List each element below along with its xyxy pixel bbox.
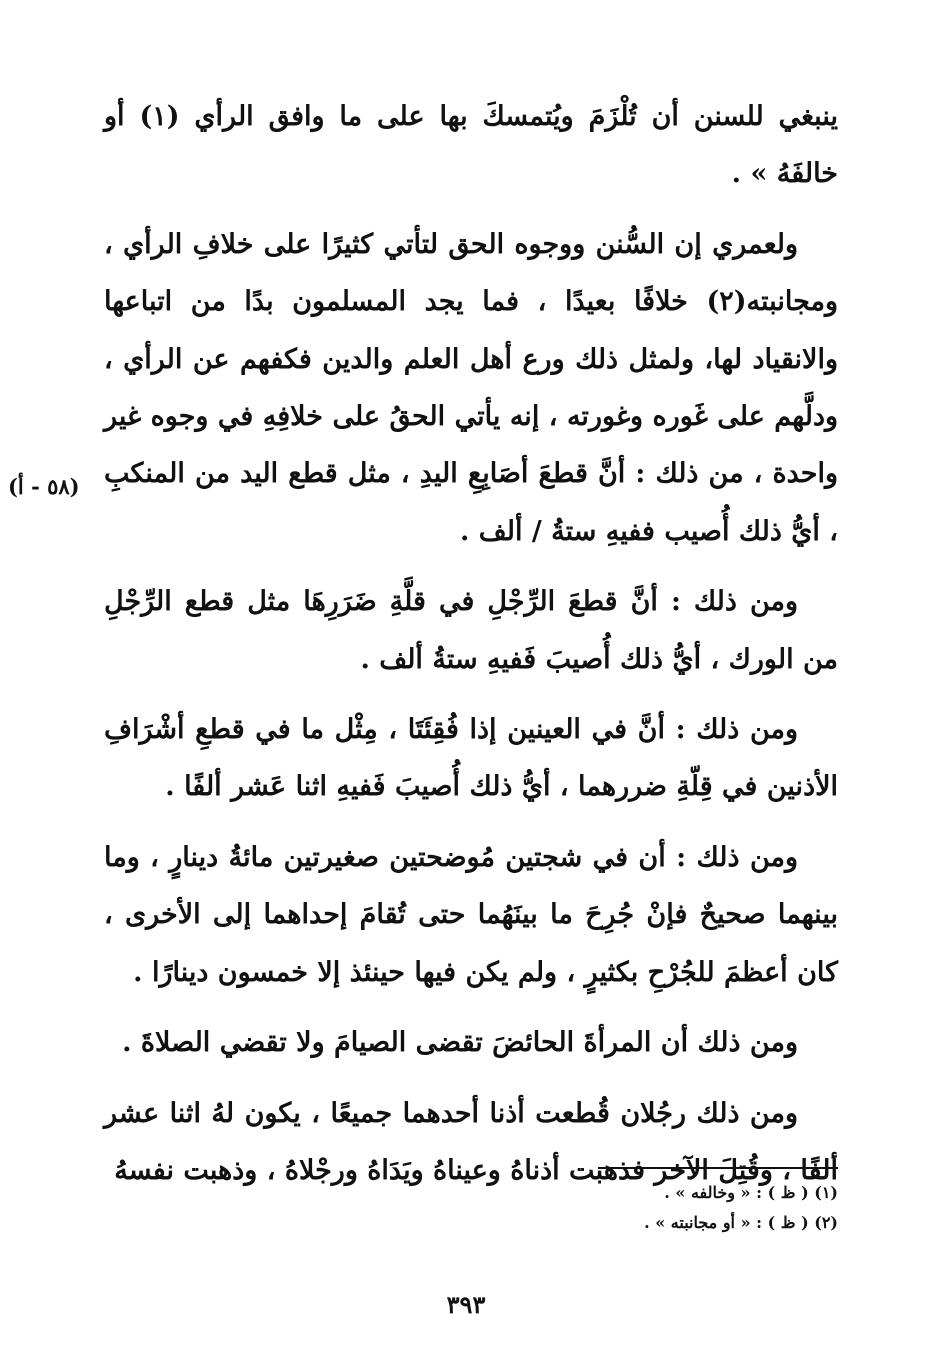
paragraph: ومن ذلك أن المرأةَ الحائضَ تقضى الصيامَ ولا تقضي الصلاةَ . (122, 1027, 798, 1059)
paragraph: ولعمري إن السُّنن ووجوه الحق لتأتي كثيرًا على خلافِ الرأي ، ومجانبته(٢) خلافًا بعيدًا ، فما يجد المسلمون بدًا من اتباعها والانقياد لها، ولمثل ذلك ورع أهل العلم والدين فكفهم عن الرأي ، ودلَّهم على غَوره وغورته ، إنه يأتي الحقُ على خلافِهِ في وجوه غير واحدة ، من ذلك : أنَّ قطعَ أصَابِعِ اليدِ ، مثل قطع اليد من المنكبِ ، أيُّ ذلك أُصيب ففيهِ ستةُ / ألف . (104, 228, 838, 547)
paragraph: ومن ذلك : أنَّ قطعَ الرِّجْلِ في قلَّةِ ضَرَرِهَا مثل قطع الرِّجْلِ من الورك ، أيُّ ذلك أُصيبَ فَفيهِ ستةُ ألف . (104, 586, 838, 675)
paragraph: ومن ذلك : أن في شجتين مُوضحتين صغيرتين مائةُ دينارٍ ، وما بينهما صحيحٌ فإنْ جُرِحَ ما بينَهُما حتى تُقامَ إحداهما إلى الأخرى ، كان أعظمَ للجُرْحِ بكثيرٍ ، ولم يكن فيها حينئذ إلا خمسون دينارًا . (104, 841, 838, 988)
manuscript-folio-marker: (٥٨ - أ) (8, 474, 80, 499)
footnote: (٢) ( ظ ) : « أو مجانبته » . (644, 1213, 838, 1232)
footnotes (500, 1178, 838, 1238)
main-text (104, 88, 838, 1199)
page-number: ٣٩٣ (446, 1290, 486, 1319)
footnote: (١) ( ظ ) : « وخالفه » . (664, 1183, 838, 1202)
paragraph: ومن ذلك : أنَّ في العينين إذا فُقِئَتَا ، مِثْل ما في قطعِ أشْرَافِ الأذنين في قِلّةِ ضررهما ، أيُّ ذلك أُصيبَ فَفيهِ اثنا عَشر ألفًا . (104, 714, 838, 803)
paragraph: ينبغي للسنن أن تُلْزَمَ ويُتمسكَ بها على ما وافق الرأي (١) أو خالفَهُ » . (104, 101, 838, 190)
footnote-divider (598, 1167, 838, 1169)
paragraph: ومن ذلك رجُلان قُطعت أذنا أحدهما جميعًا ، يكون لهُ اثنا عشر ألفًا ، وقُتِلَ الآخر فذهبت أذناهُ وعيناهُ ويَدَاهُ ورجْلاهُ ، وذهبت نفسهُ (104, 1097, 838, 1186)
